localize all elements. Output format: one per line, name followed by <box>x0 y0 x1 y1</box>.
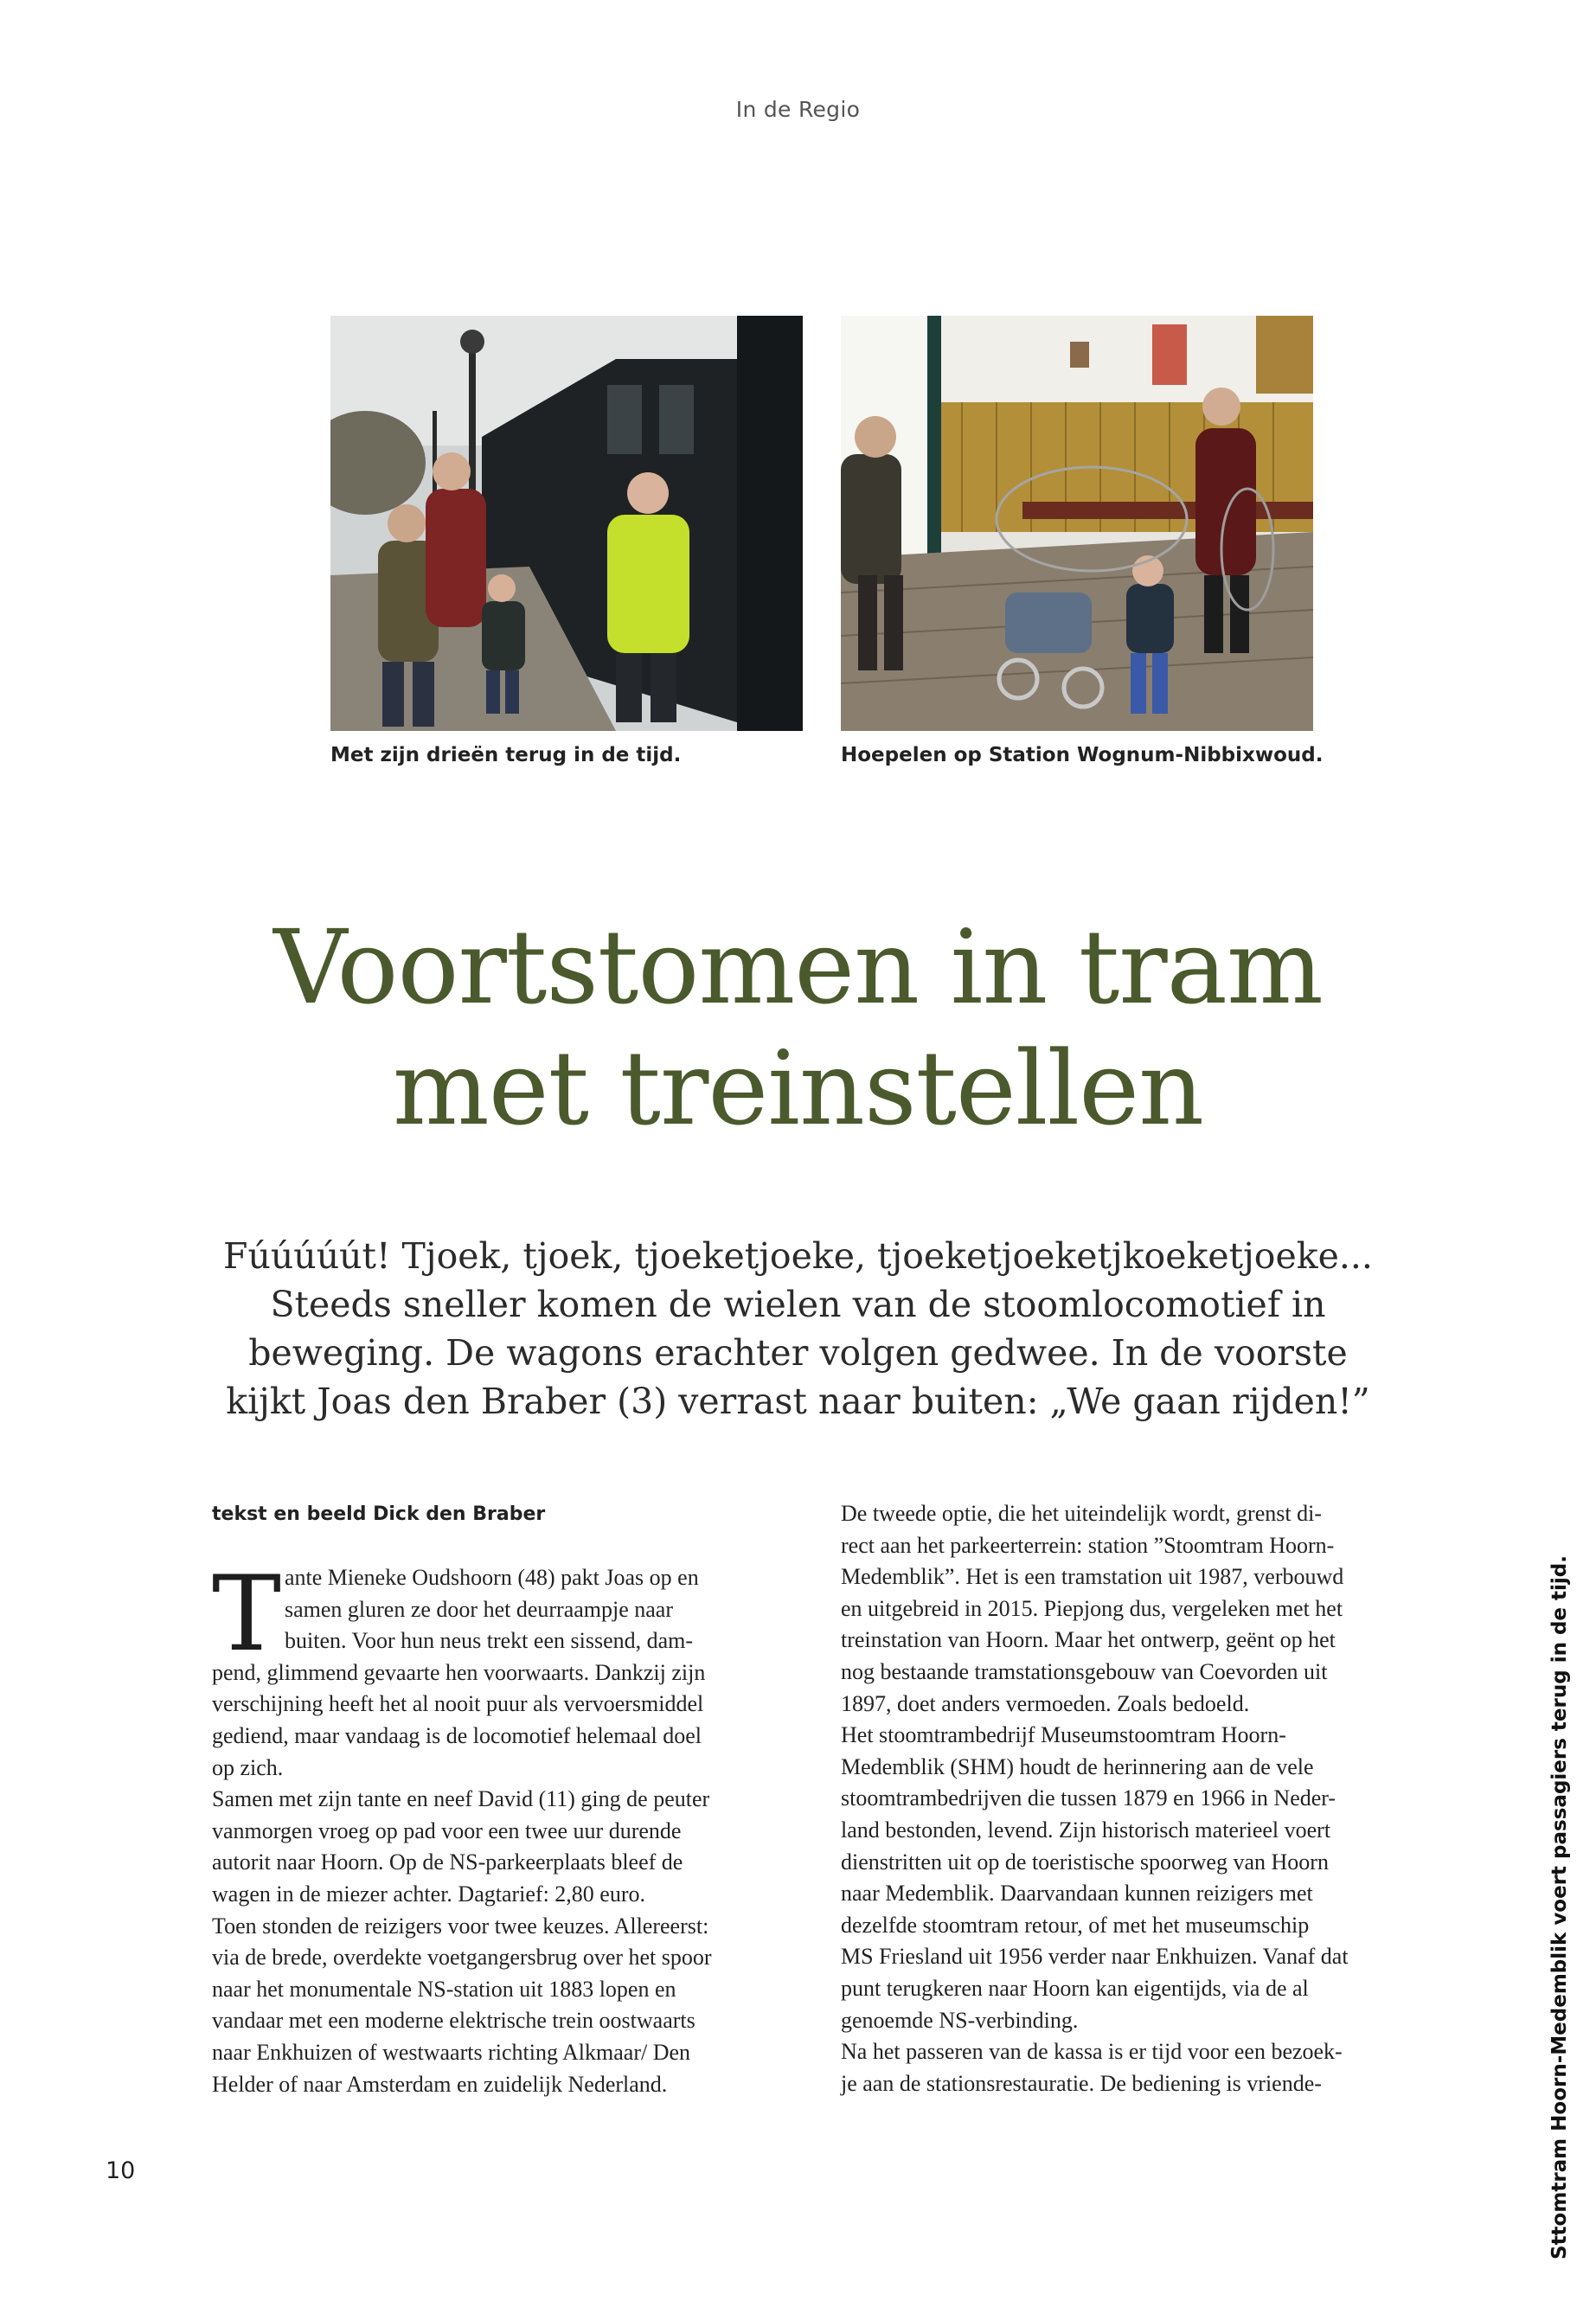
body-line: Medemblik”. Het is een tramstation uit 1987, verbouwd <box>841 1564 1344 1590</box>
section-label: In de Regio <box>735 97 861 122</box>
intro-line: Fúúúúút! Tjoek, tjoek, tjoeketjoeke, tjoeketjoeketjkoeketjoeke... <box>223 1235 1373 1277</box>
body-line: genoemde NS-verbinding. <box>841 2007 1079 2033</box>
intro-line: beweging. De wagons erachter volgen gedwee. In de voorste <box>248 1332 1348 1374</box>
side-caption: Sttomtram Hoorn-Medemblik voert passagiers terug in de tijd. <box>1548 1554 1571 2259</box>
body-line: ante Mieneke Oudshoorn (48) pakt Joas op en <box>285 1565 699 1590</box>
body-line: land bestonden, levend. Zijn historisch materieel voert <box>841 1817 1331 1843</box>
body-line: nog bestaande tramstationsgebouw van Coevorden uit <box>841 1658 1328 1684</box>
headline-line: Voortstomen in tram <box>273 907 1323 1027</box>
body-line: buiten. Voor hun neus trekt een sissend, dam- <box>285 1628 694 1654</box>
body-line: pend, glimmend gevaarte hen voorwaarts. Dankzij zijn <box>212 1659 706 1685</box>
body-line: autorit naar Hoorn. Op de NS-parkeerplaats bleef de <box>212 1849 683 1875</box>
body-line: Na het passeren van de kassa is er tijd voor een bezoek- <box>841 2039 1343 2065</box>
body-line: je aan de stationsrestauratie. De bediening is vriende- <box>841 2070 1322 2096</box>
body-line: Het stoomtrambedrijf Museumstoomtram Hoorn- <box>841 1722 1286 1748</box>
body-line: punt terugkeren naar Hoorn kan eigentijds, via de al <box>841 1975 1309 2001</box>
body-line: naar het monumentale NS-station uit 1883 lopen en <box>212 1976 676 2002</box>
byline: tekst en beeld Dick den Braber <box>212 1503 546 1525</box>
body-line: Medemblik (SHM) houdt de herinnering aan de vele <box>841 1753 1314 1779</box>
page-number: 10 <box>106 2157 136 2184</box>
body-line: gediend, maar vandaag is de locomotief helemaal doel <box>212 1722 702 1748</box>
article-headline <box>0 907 1596 1149</box>
intro-line: Steeds sneller komen de wielen van de stoomlocomotief in <box>270 1284 1326 1325</box>
photo-caption-left: Met zijn drieën terug in de tijd. <box>330 744 682 766</box>
photo-waiting-room <box>841 316 1313 731</box>
body-line: naar Enkhuizen of westwaarts richting Alkmaar/ Den <box>212 2039 691 2065</box>
body-line: vanmorgen vroeg op pad voor een twee uur durende <box>212 1817 682 1843</box>
body-line: dienstritten uit op de toeristische spoorweg van Hoorn <box>841 1849 1329 1875</box>
body-line: vandaar met een moderne elektrische trein oostwaarts <box>212 2008 695 2034</box>
photo-caption-right: Hoepelen op Station Wognum-Nibbixwoud. <box>841 744 1324 766</box>
photo-train-platform <box>330 316 803 731</box>
waiting-room-image <box>841 316 1313 731</box>
body-line: Samen met zijn tante en neef David (11) ging de peuter <box>212 1786 710 1812</box>
body-line: Toen stonden de reizigers voor twee keuzes. Allereerst: <box>212 1913 709 1939</box>
body-line: treinstation van Hoorn. Maar het ontwerp, geënt op het <box>841 1627 1336 1653</box>
body-line: en uitgebreid in 2015. Piepjong dus, vergeleken met het <box>841 1595 1343 1621</box>
body-line: 1897, doet anders vermoeden. Zoals bedoeld. <box>841 1690 1250 1716</box>
body-line: naar Medemblik. Daarvandaan kunnen reizigers met <box>841 1881 1313 1907</box>
body-line: dezelfde stoomtram retour, of met het museumschip <box>841 1912 1310 1938</box>
body-column-right <box>841 1498 1438 2099</box>
body-line: De tweede optie, die het uiteindelijk wordt, grenst di- <box>841 1501 1322 1526</box>
drop-cap: T <box>212 1554 282 1675</box>
body-column-left <box>212 1554 800 2100</box>
body-line: op zich. <box>212 1754 284 1780</box>
headline-line: met treinstellen <box>392 1029 1204 1148</box>
body-line: stoomtrambedrijven die tussen 1879 en 1966 in Neder- <box>841 1785 1336 1811</box>
body-line: verschijning heeft het al nooit puur als vervoersmiddel <box>212 1691 704 1717</box>
article-intro <box>0 1232 1596 1426</box>
intro-line: kijkt Joas den Braber (3) verrast naar buiten: „We gaan rijden!” <box>226 1381 1370 1422</box>
body-line: wagen in de miezer achter. Dagtarief: 2,80 euro. <box>212 1881 645 1907</box>
body-line: MS Friesland uit 1956 verder naar Enkhuizen. Vanaf dat <box>841 1944 1349 1970</box>
train-platform-image <box>330 316 803 731</box>
body-line: Helder of naar Amsterdam en zuidelijk Nederland. <box>212 2071 668 2097</box>
body-line: via de brede, overdekte voetgangersbrug over het spoor <box>212 1945 712 1971</box>
body-line: rect aan het parkeerterrein: station ”Stoomtram Hoorn- <box>841 1532 1335 1558</box>
body-line: samen gluren ze door het deurraampje naar <box>285 1596 674 1622</box>
